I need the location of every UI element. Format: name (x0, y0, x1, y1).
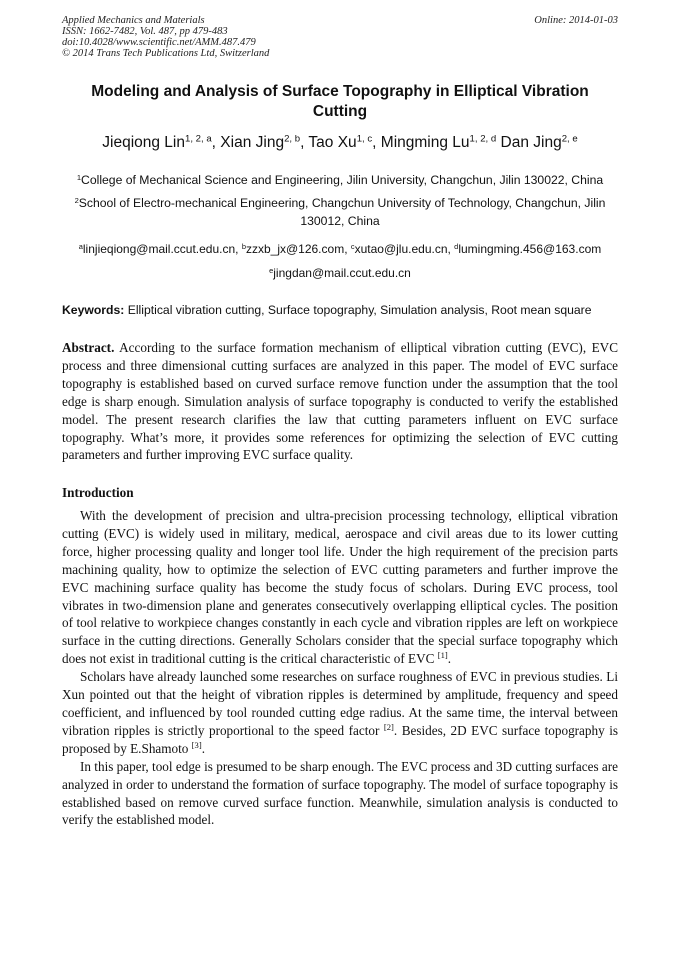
paragraph (62, 507, 618, 668)
keywords-text: Elliptical vibration cutting, Surface topography, Simulation analysis, Root mean square (127, 303, 592, 317)
author-affiliation-mark: 1, c (356, 133, 373, 145)
email-mark: b (241, 241, 246, 251)
email-separator: , (344, 242, 351, 256)
abstract-text: According to the surface formation mechanism of elliptical vibration cutting (EVC), EVC process and three dimensional cutting surfaces are analyzed in this paper. The model of EVC surface topography is established based on curved surface remove function under the assumption that the tool edge is sharp enough. Simulation analysis of surface topography is conducted to verify the established model. The present research clarifies the law that cutting parameters influent on EVC surface topography. What’s more, it provides some references for optimizing the selection of EVC cutting parameters and further improving EVC surface quality. (62, 340, 618, 463)
issn-line: ISSN: 1662-7482, Vol. 487, pp 479-483 (62, 26, 228, 37)
paragraph (62, 668, 618, 758)
affiliation-2 (62, 194, 618, 230)
keywords-label: Keywords: (62, 303, 125, 317)
journal-name: Applied Mechanics and Materials (62, 15, 205, 26)
paragraph-end: . (201, 740, 205, 756)
doi-line: doi:10.4028/www.scientific.net/AMM.487.479 (62, 37, 256, 48)
email-mark: c (350, 241, 355, 251)
paragraph (62, 758, 618, 830)
paper-title: Modeling and Analysis of Surface Topography in Elliptical Vibration Cutting (91, 83, 589, 120)
affiliation-mark: 2 (74, 195, 79, 205)
email-link[interactable]: lumingming.456@163.com (458, 242, 602, 256)
email-link[interactable]: linjieqiong@mail.ccut.edu.cn (82, 242, 236, 256)
author-name: Dan Jing (500, 134, 562, 151)
author-list (62, 133, 618, 153)
abstract (62, 339, 618, 464)
journal-header (62, 15, 618, 59)
author-name: Jieqiong Lin (102, 134, 185, 151)
email-mark: e (269, 265, 274, 275)
email-link[interactable]: jingdan@mail.ccut.edu.cn (273, 266, 411, 280)
online-date: Online: 2014-01-03 (534, 15, 618, 26)
introduction-body (62, 507, 618, 829)
abstract-label: Abstract. (62, 340, 115, 355)
paragraph-end: . (447, 651, 452, 667)
section-heading-introduction: Introduction (62, 485, 134, 500)
email-list (62, 237, 618, 285)
affiliation-1 (62, 171, 618, 189)
author-name: Mingming Lu (380, 134, 470, 151)
email-mark: d (454, 241, 459, 251)
paragraph-text: With the development of precision and ultra-precision processing technology, elliptical vibration cutting (EVC) is widely used in military, medical, aerospace and civil areas due to its lower cutting force, higher processing quality and longer tool life. Under the high requirement of the precision parts machining quality, how to optimize the selection of EVC cutting parameters and further improve the EVC machining surface quality has become the study focus of scholars. During EVC process, tool vibrates in two-dimension plane and generates consecutively overlapping elliptical cycles. The position of tool relative to workpiece changes constantly in each cycle and vibration ripples are left on workpiece surface in the cutting directions. Generally Scholars consider that the special surface topography which does not exist in traditional cutting is the critical characteristic of EVC (62, 508, 618, 667)
email-separator: , (447, 242, 455, 256)
paragraph-text: . Besides, 2D EVC surface topography is proposed by E.Shamoto (62, 722, 618, 756)
author-separator: , (300, 134, 309, 151)
email-link[interactable]: zzxb_jx@126.com (245, 242, 345, 256)
paragraph-text: In this paper, tool edge is presumed to be sharp enough. The EVC process and 3D cutting surfaces are analyzed in order to understand the formation of surface topography. The model of surface topography is established based on remove curved surface function. Meanwhile, simulation analysis is conducted to verify the established model. (62, 758, 618, 828)
author-separator: , (372, 134, 381, 151)
citation-ref[interactable]: [1] (437, 650, 448, 661)
paragraph-text: Scholars have already launched some researches on surface roughness of EVC in previous studies. Li Xun pointed out that the height of vibration ripples is determined by amplitude, frequency and speed coefficient, and influenced by tool rounded cutting edge radius. At the same time, the interval between vibration ripples is strictly proportional to the speed factor (62, 669, 618, 738)
copyright-line: © 2014 Trans Tech Publications Ltd, Switzerland (62, 48, 270, 59)
citation-ref[interactable]: [2] (383, 721, 394, 732)
affiliation-mark: 1 (76, 172, 82, 182)
email-link[interactable]: xutao@jlu.edu.cn (354, 242, 448, 256)
author-separator: , (211, 134, 221, 151)
citation-ref[interactable]: [3] (191, 739, 202, 750)
email-line (62, 237, 618, 261)
email-line (62, 261, 618, 285)
email-mark: a (78, 241, 83, 251)
email-separator: , (235, 242, 242, 256)
affiliation-text: School of Electro-mechanical Engineering, Changchun University of Technology, Changchun, Jilin 130012, China (78, 196, 606, 228)
author-name: Xian Jing (220, 134, 285, 151)
affiliation-text: College of Mechanical Science and Engineering, Jilin University, Changchun, Jilin 130022, China (81, 173, 604, 187)
author-affiliation-mark: 2, b (284, 133, 301, 145)
author-affiliation-mark: 1, 2, d (469, 133, 497, 145)
author-affiliation-mark: 2, e (561, 133, 578, 145)
author-affiliation-mark: 1, 2, a (185, 133, 212, 145)
author-name: Tao Xu (308, 134, 357, 151)
keywords (62, 302, 618, 318)
